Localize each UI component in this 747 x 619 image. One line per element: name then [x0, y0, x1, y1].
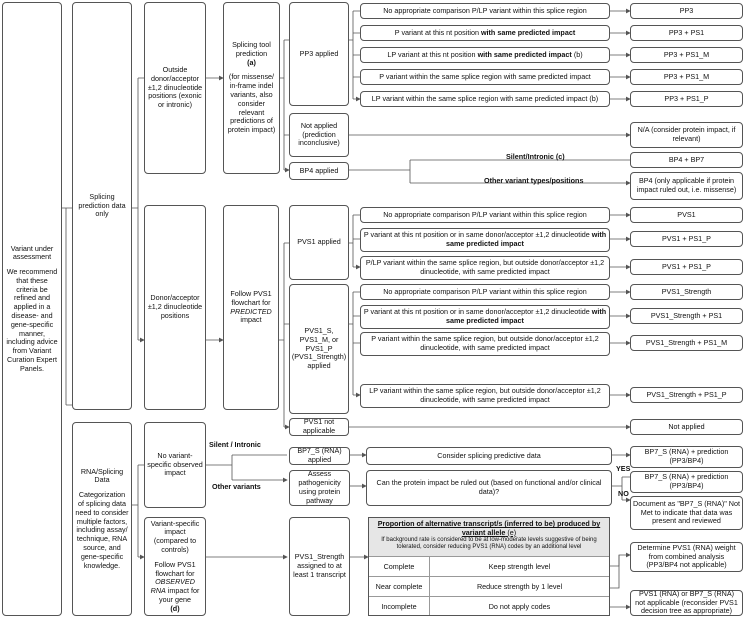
- pvs1s-result-1: [630, 308, 743, 324]
- result-text: PVS1_Strength: [661, 286, 712, 296]
- result-text: PP3 + PS1: [668, 27, 705, 37]
- no-label: NO: [618, 489, 629, 498]
- rna-other-label: Other variants: [212, 482, 261, 491]
- pvs1-result-0: [630, 207, 743, 223]
- pvs1s-row-2: [360, 332, 610, 356]
- result-text: N/A (consider protein impact, if relevant): [637, 125, 736, 143]
- result-text: Determine PVS1 (RNA) weight from combined analysis (PP3/BP4 not applicable): [637, 542, 736, 570]
- pvs1-result-2: [630, 259, 743, 275]
- table-level-0: Complete: [369, 556, 429, 576]
- bp4-other-result: [630, 172, 743, 200]
- pp3-row-post: (b): [571, 49, 583, 59]
- pp3-result-4: [630, 91, 743, 107]
- follow-text: Follow PVS1 flowchart for: [230, 288, 272, 307]
- bp4-other-label: Other variant types/positions: [484, 176, 584, 185]
- result-text: BP7_S (RNA) + prediction (PP3/BP4): [644, 447, 729, 465]
- bp7-label: BP7_S (RNA) applied: [297, 446, 342, 464]
- pvs1-na-result: [630, 419, 743, 435]
- root-note: We recommend that these criteria be refined and applied in a disease- and gene-specific manner, including advice from Variant Curation Expert Panels.: [6, 267, 58, 373]
- table-action-0: Keep strength level: [429, 556, 609, 576]
- consider-splicing-label: Consider splicing predictive data: [437, 450, 541, 460]
- table-action-2: Do not apply codes: [429, 596, 609, 615]
- yes-label: YES: [616, 464, 631, 473]
- result-text: PVS1_Strength + PS1_P: [646, 389, 727, 399]
- result-text: PP3 + PS1_M: [663, 71, 710, 81]
- result-text: PVS1_Strength + PS1: [650, 310, 723, 320]
- pvs1s-row-3: [360, 384, 610, 408]
- result-text: PVS1 + PS1_P: [662, 261, 711, 271]
- pvs1-row-1: [360, 228, 610, 252]
- bp4-label: BP4 applied: [299, 165, 339, 175]
- pvs1s-row-text: No appropriate comparison P/LP variant within this splice region: [383, 286, 587, 296]
- follow-post: impact: [240, 315, 262, 325]
- pp3-row-bold: with same predicted impact: [477, 49, 572, 59]
- outside-positions-label: Outside donor/acceptor ±1,2 dinucleotide positions (exonic or intronic): [147, 65, 203, 110]
- pvs1s-result-2: [630, 335, 743, 351]
- pvs1-na-box: [289, 418, 349, 436]
- pp3-row-bold: with same predicted impact: [480, 27, 576, 37]
- pp3-row-4: [360, 91, 610, 107]
- result-text: PVS1: [677, 209, 696, 219]
- bp4-silent-result: [630, 152, 743, 168]
- pvs1-row-0: [360, 207, 610, 223]
- bp7-box: [289, 447, 350, 465]
- pvs1-row-2: [360, 256, 610, 280]
- pp3-row-2: [360, 47, 610, 63]
- rna-label: RNA/Splicing Data: [80, 466, 124, 485]
- not-applicable-result: [630, 590, 743, 616]
- splicing-prediction-box: [72, 2, 132, 410]
- pvs1s-row-text: LP variant within the same splice region, but outside donor/acceptor ±1,2 dinucleotide, with same predicted impact: [369, 386, 601, 404]
- pvs1-box: [289, 205, 349, 280]
- splicing-tool-box: [223, 2, 280, 174]
- pp3-row-text: LP variant within the same splice region with same predicted impact (b): [371, 93, 599, 103]
- no-result: [630, 496, 743, 530]
- pvs1-row-bold: with same predicted impact: [446, 230, 607, 248]
- pp3-row-text: P variant within the same splice region with same predicted impact: [379, 71, 591, 81]
- pp3-result-3: [630, 69, 743, 85]
- pp3-result-2: [630, 47, 743, 63]
- table-level-2: Incomplete: [369, 596, 429, 615]
- pvs1-row-text: P variant at this nt position or in same donor/acceptor ±1,2 dinucleotide: [363, 230, 592, 240]
- result-text: Not applied: [668, 421, 705, 431]
- donor-positions-label: Donor/acceptor ±1,2 dinucleotide positions: [147, 293, 203, 320]
- determine-result: [630, 542, 743, 572]
- result-text: PVS1 (RNA) or BP7_S (RNA) not applicable (reconsider PVS1 decision tree as appropriate): [635, 588, 738, 616]
- not-applied-result: [630, 122, 743, 148]
- no-observed-box: [144, 422, 206, 508]
- pvs1-label: PVS1 applied: [297, 237, 341, 247]
- follow-observed-post: impact for your gene: [159, 586, 200, 604]
- table-header: [369, 518, 609, 556]
- pvs1s-row-text: P variant at this nt position or in same donor/acceptor ±1,2 dinucleotide: [363, 307, 592, 317]
- splicing-prediction-label: Splicing prediction data only: [78, 191, 126, 219]
- pp3-row-text: P variant at this nt position: [394, 27, 481, 37]
- pvs1-na-label: PVS1 not applicable: [302, 417, 336, 435]
- bp4-box: [289, 162, 349, 180]
- table-level-1: Near complete: [369, 576, 429, 596]
- follow-italic: PREDICTED: [230, 306, 272, 316]
- pvs1-strength-box: [289, 284, 349, 414]
- no-observed-label: No variant-specific observed impact: [147, 450, 203, 478]
- result-text: BP7_S (RNA) + prediction (PP3/BP4): [644, 472, 729, 490]
- pvs1-row-text: No appropriate comparison P/LP variant within this splice region: [383, 209, 587, 219]
- pp3-row-text: No appropriate comparison P/LP variant within this splice region: [383, 5, 587, 15]
- yes-result: [630, 471, 743, 493]
- pvs1-strength-label: PVS1_S, PVS1_M, or PVS1_P (PVS1_Strength) applied: [291, 326, 347, 371]
- not-applied-label: Not applied (prediction inconclusive): [298, 120, 340, 148]
- pp3-row-text: LP variant at this nt position: [387, 49, 478, 59]
- result-text: PVS1_Strength + PS1_M: [645, 337, 728, 347]
- follow-predicted-box: [223, 205, 279, 410]
- splicing-tool-label: Splicing tool prediction: [232, 40, 271, 58]
- splicing-tool-note: (for missense/ in-frame indel variants, also consider relevant predictions of protein impact): [227, 72, 276, 135]
- pvs1-row-text: P/LP variant within the same splice region, but outside donor/acceptor ±1,2 dinucleotide, with same predicted impact: [365, 258, 605, 276]
- variant-specific-box: [144, 517, 206, 616]
- not-applied-box: [289, 113, 349, 157]
- result-text: PP3 + PS1_M: [663, 49, 710, 59]
- rna-silent-label: Silent / Intronic: [209, 440, 261, 449]
- pvs1s-row-text: P variant within the same splice region, but outside donor/acceptor ±1,2 dinucleotide, with same predicted impact: [371, 334, 599, 352]
- donor-positions-box: [144, 205, 206, 410]
- rna-box: [72, 422, 132, 616]
- pp3-label: PP3 applied: [299, 48, 339, 58]
- pvs1s-row-bold: with same predicted impact: [446, 307, 607, 325]
- pvs1-result-1: [630, 231, 743, 247]
- pvs1-strength-assigned-box: [289, 517, 350, 616]
- root-box: [2, 2, 62, 616]
- table-subnote: If background rate is considered to be at low-moderate levels suggestive of being tolerated, consider reducing PVS1 (RNA) codes by an additional level: [381, 537, 597, 551]
- result-text: PP3: [679, 5, 694, 15]
- pvs1-strength-assigned-label: PVS1_Strength assigned to at least 1 transcript: [293, 552, 346, 579]
- pvs1s-row-1: [360, 305, 610, 329]
- root-title: Variant under assessment: [10, 243, 54, 262]
- rna-note: Categorization of splicing data need to consider multiple factors, including assay/ technique, RNA source, and gene-specific knowledge.: [75, 490, 129, 570]
- question-label: Can the protein impact be ruled out (based on functional and/or clinical data)?: [376, 478, 602, 496]
- pp3-row-3: [360, 69, 610, 85]
- question-box: [366, 470, 612, 506]
- pp3-result-1: [630, 25, 743, 41]
- pvs1s-result-0: [630, 284, 743, 300]
- bp7-result: [630, 446, 743, 468]
- result-text: Document as "BP7_S (RNA)" Not Met to indicate that data was present and reviewed: [633, 498, 740, 526]
- outside-positions-box: [144, 2, 206, 174]
- result-text: PP3 + PS1_P: [664, 93, 709, 103]
- follow-observed-italic: OBSERVED RNA: [150, 577, 195, 596]
- follow-observed-text: Follow PVS1 flowchart for: [154, 559, 196, 578]
- assess-box: [289, 470, 350, 506]
- variant-specific-label: Variant-specific impact (compared to controls): [150, 518, 200, 554]
- pp3-box: [289, 2, 349, 106]
- proportion-table: [368, 517, 610, 616]
- pp3-row-0: [360, 3, 610, 19]
- splicing-tool-tag: (a): [247, 57, 256, 67]
- result-text: BP4 (only applicable if protein impact ruled out, i.e. missense): [636, 176, 737, 194]
- table-action-1: Reduce strength by 1 level: [429, 576, 609, 596]
- table-header-tag: (e): [507, 527, 517, 537]
- pvs1s-row-0: [360, 284, 610, 300]
- assess-label: Assess pathogenicity using protein pathway: [298, 469, 341, 505]
- result-text: PVS1 + PS1_P: [662, 233, 711, 243]
- pp3-result-0: [630, 3, 743, 19]
- table-header-text: Proportion of alternative transcript/s (inferred to be) produced by variant allele: [377, 519, 601, 537]
- consider-splicing-box: [366, 447, 612, 465]
- bp4-silent-label: Silent/Intronic (c): [506, 152, 565, 161]
- pp3-row-1: [360, 25, 610, 41]
- variant-specific-tag: (d): [170, 603, 180, 613]
- pvs1s-result-3: [630, 387, 743, 403]
- result-text: BP4 + BP7: [668, 154, 705, 164]
